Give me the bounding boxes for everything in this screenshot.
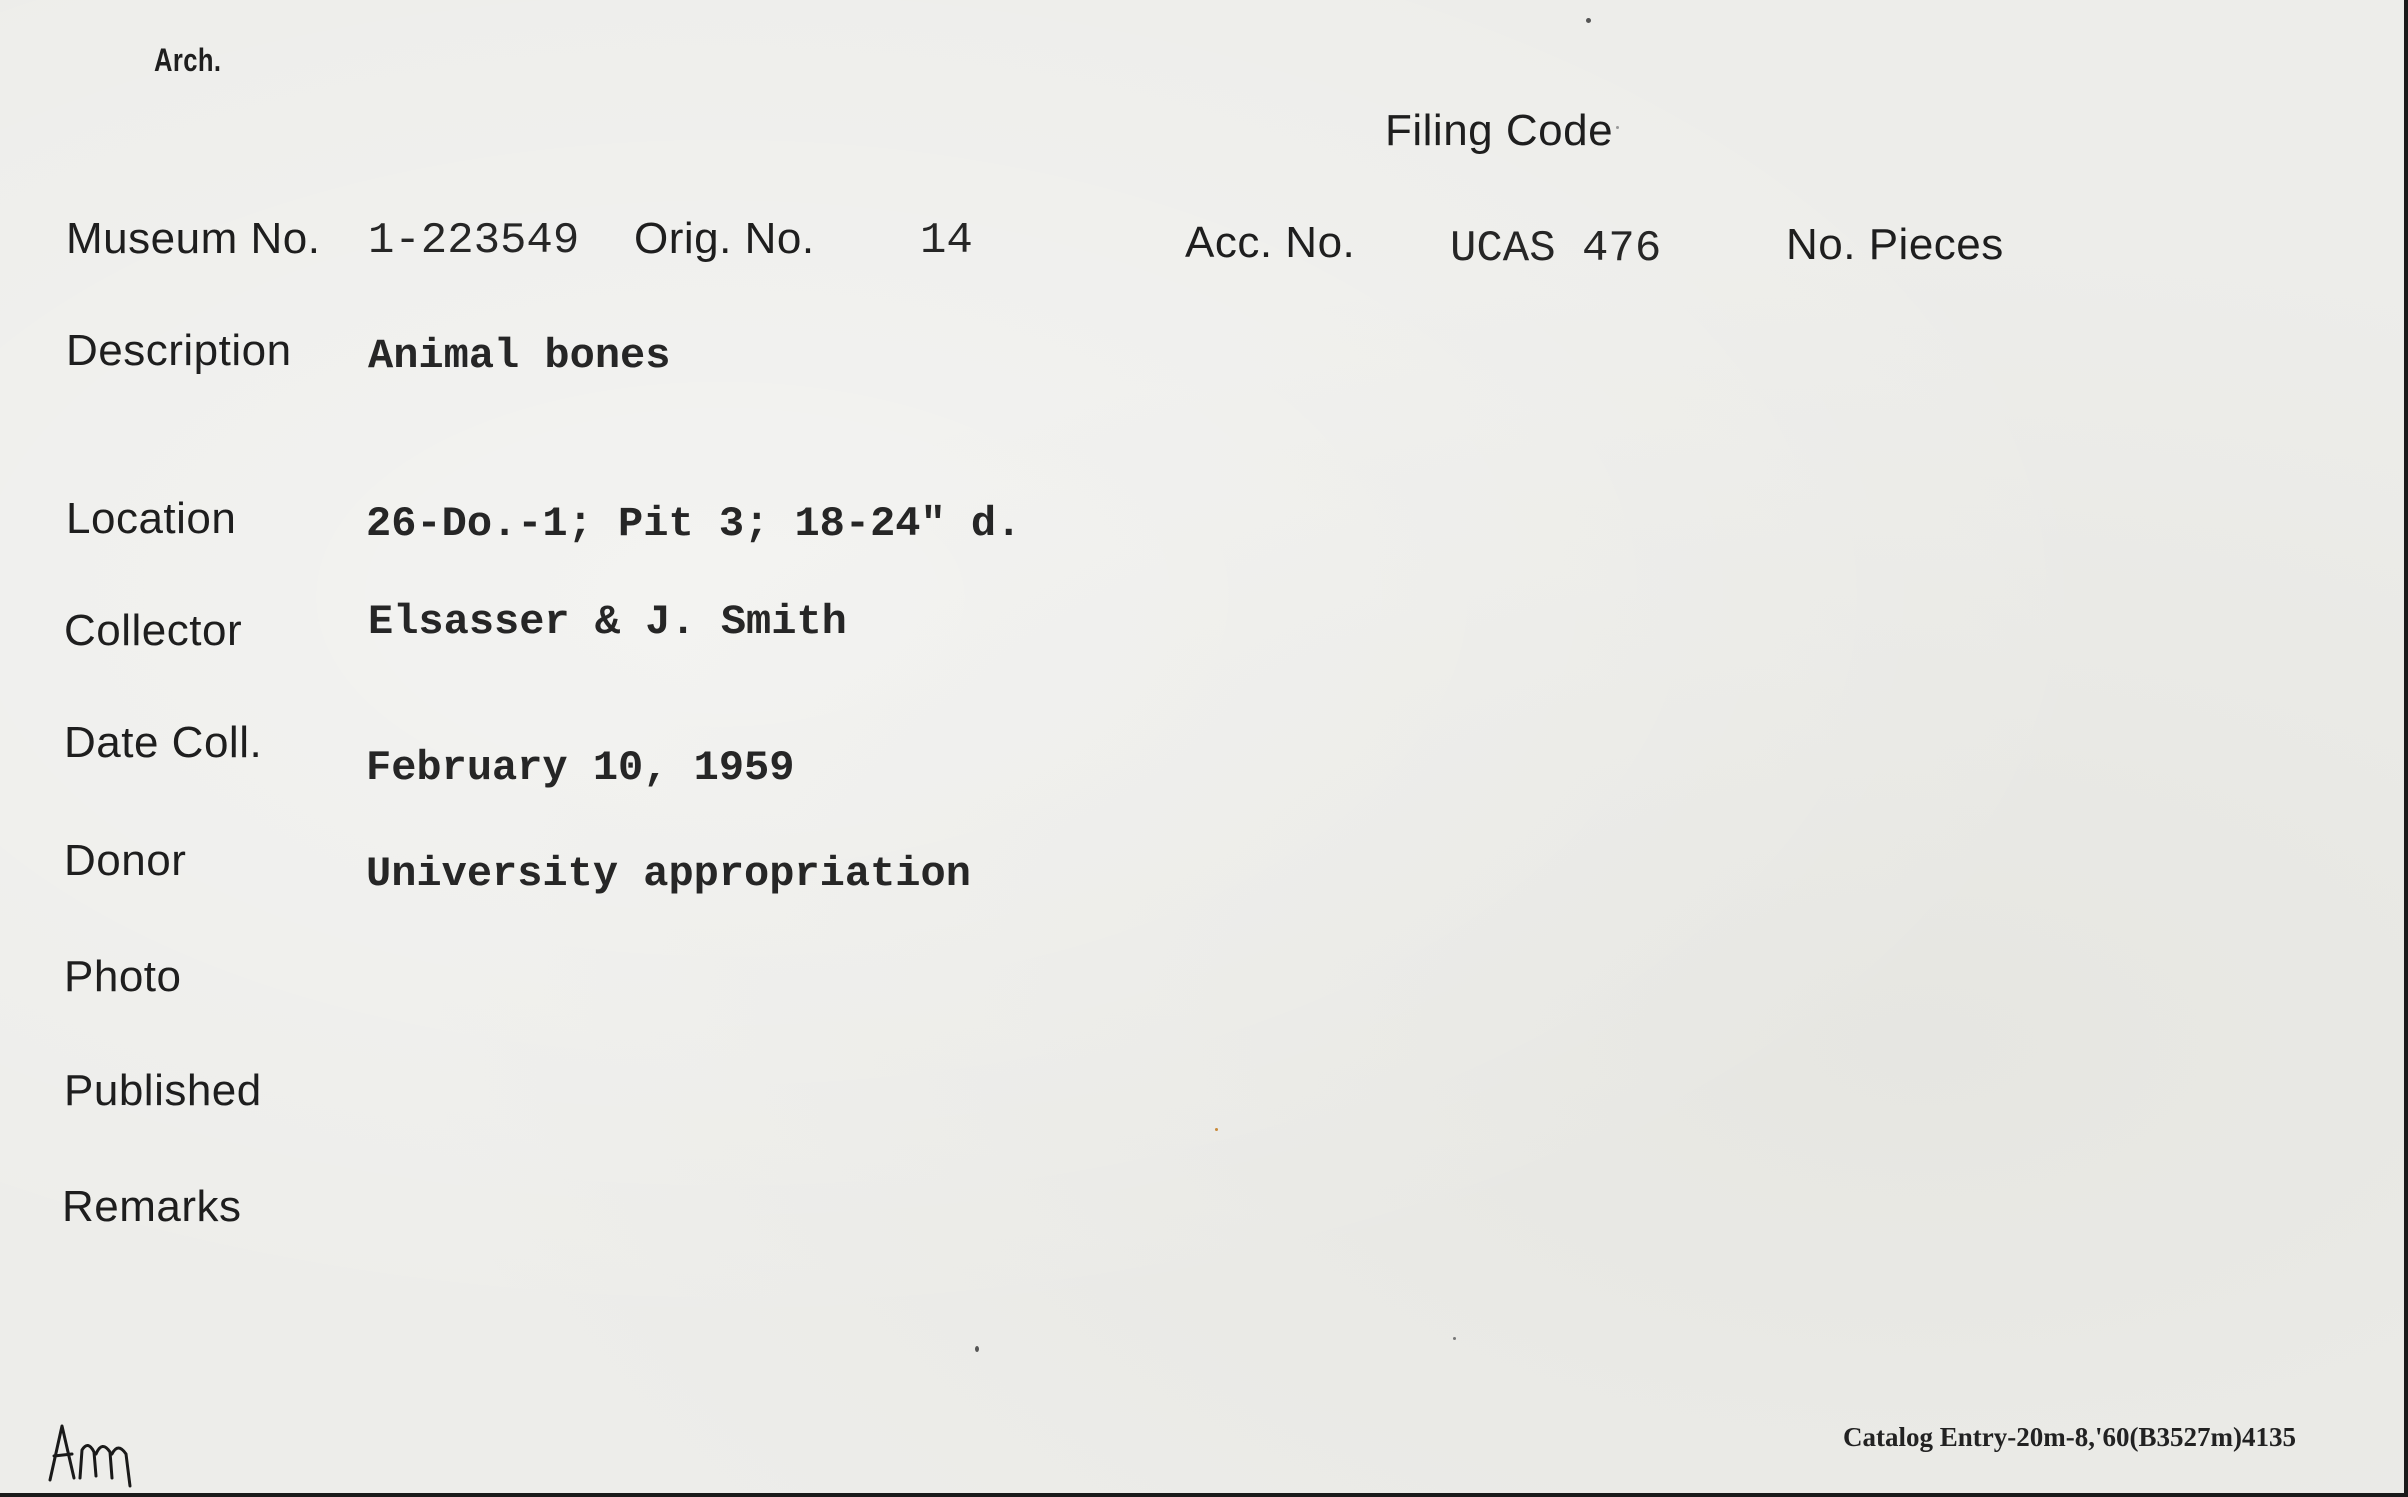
- paper-speck: [1453, 1337, 1456, 1340]
- museum-no-label: Museum No.: [66, 214, 321, 263]
- museum-no-value: 1-223549: [368, 216, 580, 266]
- collector-value: Elsasser & J. Smith: [368, 598, 847, 646]
- paper-speck: [1616, 126, 1619, 129]
- date-coll-label: Date Coll.: [64, 718, 263, 767]
- no-pieces-label: No. Pieces: [1786, 220, 2004, 269]
- catalog-entry-footer: Catalog Entry-20m-8,'60(B3527m)4135: [1843, 1422, 2296, 1452]
- remarks-label: Remarks: [62, 1182, 242, 1231]
- filing-code-label: Filing Code: [1385, 106, 1614, 155]
- published-label: Published: [64, 1066, 262, 1115]
- collector-label: Collector: [64, 606, 243, 655]
- paper-speck: [1215, 1128, 1218, 1131]
- location-label: Location: [66, 494, 237, 543]
- donor-value: University appropriation: [366, 850, 971, 898]
- acc-no-label: Acc. No.: [1185, 218, 1356, 267]
- corner-note: Arch.: [154, 42, 222, 78]
- paper-speck: [1586, 18, 1591, 23]
- paper-speck: [975, 1346, 979, 1352]
- handwritten-initials: [40, 1420, 160, 1490]
- acc-no-value: UCAS 476: [1450, 224, 1662, 274]
- orig-no-value: 14: [920, 216, 973, 266]
- orig-no-label: Orig. No.: [634, 214, 815, 263]
- donor-label: Donor: [64, 836, 187, 885]
- location-value: 26-Do.-1; Pit 3; 18-24" d.: [366, 500, 1022, 548]
- description-value: Animal bones: [368, 332, 671, 380]
- date-coll-value: February 10, 1959: [366, 744, 795, 792]
- description-label: Description: [66, 326, 292, 375]
- photo-label: Photo: [64, 952, 182, 1001]
